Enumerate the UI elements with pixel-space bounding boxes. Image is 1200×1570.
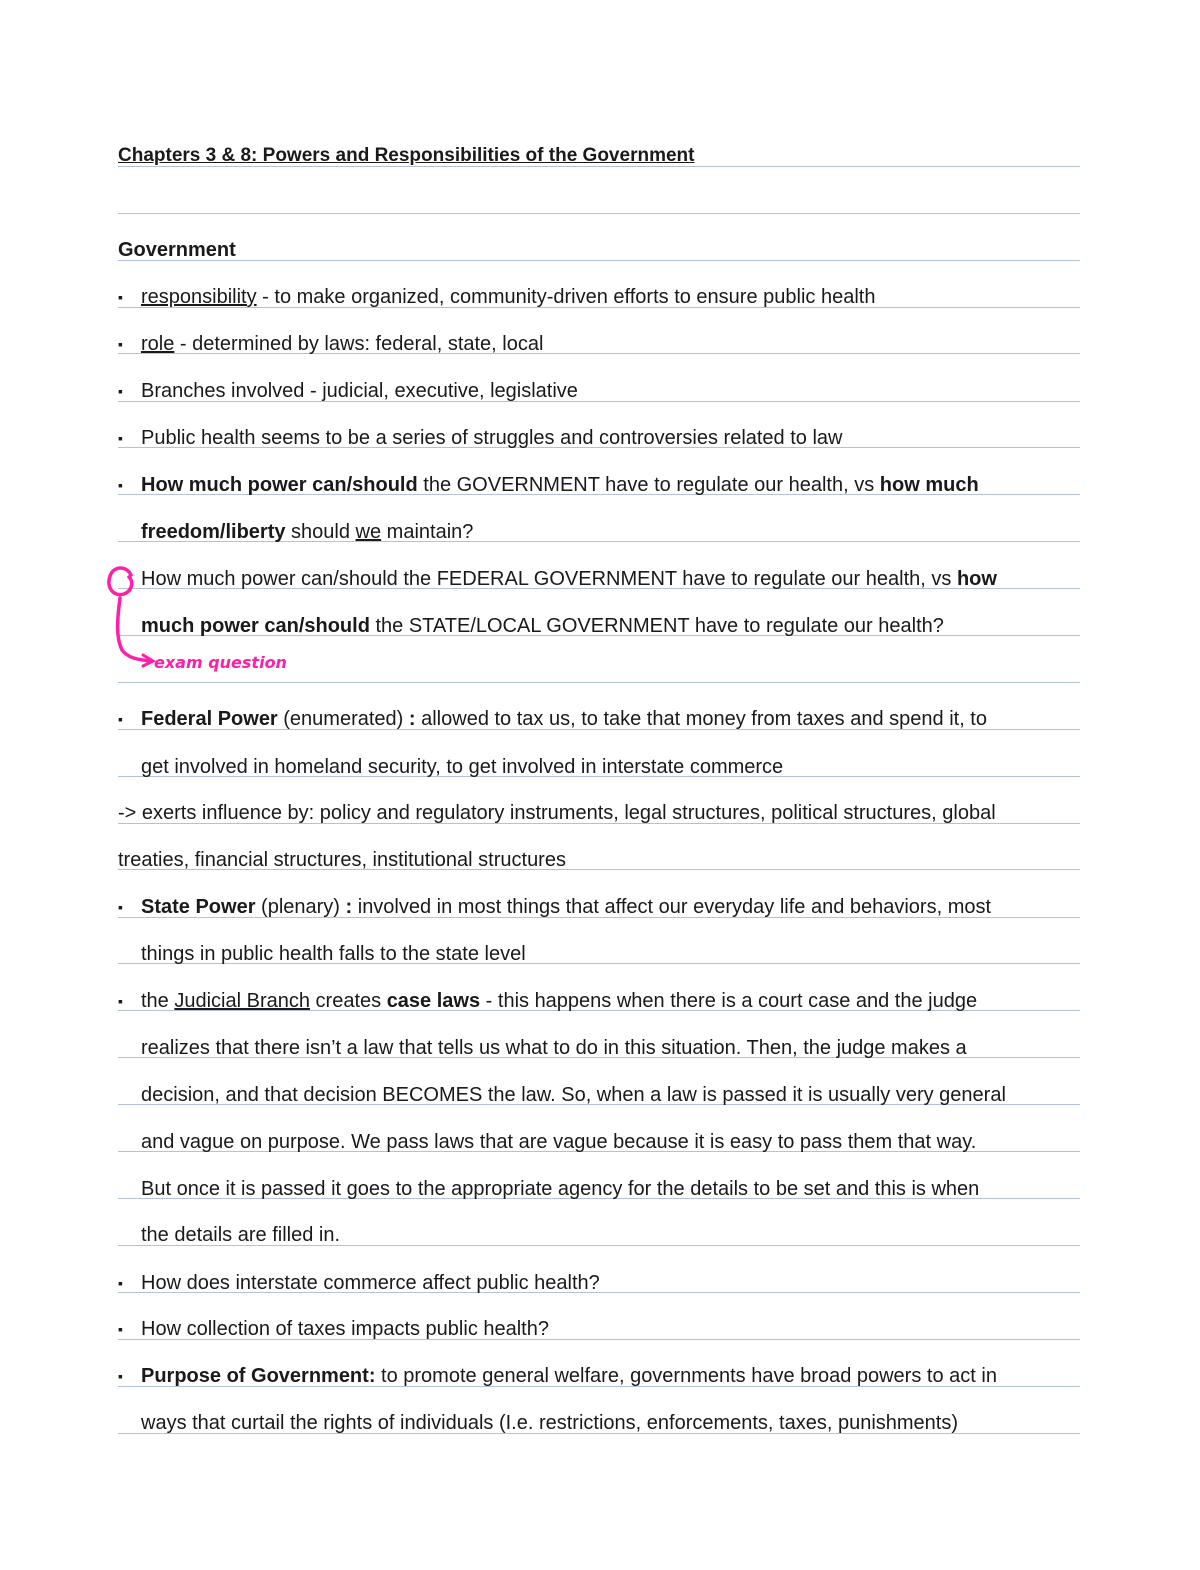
handwritten-annotation <box>0 0 300 690</box>
paragraph-text: treaties, financial structures, institutional structures <box>118 849 566 871</box>
list-item-text: Branches involved - judicial, executive, legislative <box>141 380 578 402</box>
bullet-marker: ▪ <box>118 899 123 915</box>
text-run: creates <box>309 990 387 1012</box>
list-item-continuation <box>118 1033 1080 1063</box>
list-item-text <box>141 892 991 922</box>
list-item <box>118 1361 1080 1391</box>
list-item-text: decision, and that decision BECOMES the law. So, when a law is passed it is usually very general <box>141 1084 1006 1106</box>
list-item-text: Public health seems to be a series of struggles and controversies related to law <box>141 427 843 449</box>
underlined-term: Judicial Branch <box>174 990 310 1012</box>
list-item-text: But once it is passed it goes to the appropriate agency for the details to be set and this is when <box>141 1178 980 1200</box>
bullet-marker: ▪ <box>118 993 123 1009</box>
list-item-continuation <box>118 752 1080 782</box>
bold-text: State Power <box>141 896 256 918</box>
list-item <box>118 1268 1080 1298</box>
list-item-text: and vague on purpose. We pass laws that are vague because it is easy to pass them that way. <box>141 1131 977 1153</box>
text-run: (enumerated) <box>277 708 409 730</box>
list-item <box>118 1314 1080 1344</box>
list-item-continuation <box>118 1127 1080 1157</box>
text-run: should <box>285 521 356 543</box>
text-run: the STATE/LOCAL GOVERNMENT have to regulate our health? <box>369 615 944 637</box>
pink-arrow-line <box>118 598 152 661</box>
pink-circle-mark <box>109 568 132 595</box>
bold-text: How much power can/should <box>141 474 418 496</box>
bold-text: how much <box>879 474 979 496</box>
underlined-term: responsibility <box>141 286 257 308</box>
text-run: - this happens when there is a court case and the judge <box>480 990 978 1012</box>
paragraph-text: -> exerts influence by: policy and regulatory instruments, legal structures, political structures, global <box>118 802 996 824</box>
bold-text: freedom/liberty <box>141 521 286 543</box>
bold-text: Federal Power <box>141 708 278 730</box>
bold-text: how <box>956 568 997 590</box>
bullet-marker: ▪ <box>118 1321 123 1337</box>
list-item-continuation <box>118 1408 1080 1438</box>
list-item <box>118 986 1080 1016</box>
list-item-text: ways that curtail the rights of individuals (I.e. restrictions, enforcements, taxes, punishments) <box>141 1412 959 1434</box>
section-heading: Government <box>118 239 236 261</box>
list-item <box>118 704 1080 734</box>
bullet-marker: ▪ <box>118 430 123 446</box>
list-item-text: get involved in homeland security, to get involved in interstate commerce <box>141 756 784 778</box>
list-item-text: realizes that there isn’t a law that tells us what to do in this situation. Then, the judge makes a <box>141 1037 967 1059</box>
list-item-text <box>141 1361 997 1391</box>
text-run: (plenary) <box>255 896 346 918</box>
bullet-marker: ▪ <box>118 383 123 399</box>
bold-text: : <box>345 896 353 918</box>
bold-text: much power can/should <box>141 615 370 637</box>
underlined-term: we <box>355 521 382 543</box>
underlined-term: role <box>141 333 175 355</box>
text-run: the <box>141 990 175 1012</box>
text-run: the GOVERNMENT have to regulate our health, vs <box>417 474 880 496</box>
bullet-marker: ▪ <box>118 1275 123 1291</box>
bold-text: case laws <box>386 990 481 1012</box>
text-run: How much power can/should the FEDERAL GOVERNMENT have to regulate our health, vs <box>141 568 957 590</box>
list-item-continuation <box>118 1220 1080 1250</box>
list-item-text <box>141 986 977 1016</box>
text-run: allowed to tax us, to take that money from taxes and spend it, to <box>415 708 987 730</box>
list-item-text: the details are filled in. <box>141 1224 341 1246</box>
page-title: Chapters 3 & 8: Powers and Responsibilities of the Government <box>118 145 695 166</box>
text-run: to promote general welfare, governments have broad powers to act in <box>375 1365 997 1387</box>
list-item-text: things in public health falls to the state level <box>141 943 526 965</box>
list-item-continuation <box>118 1080 1080 1110</box>
paragraph-line <box>118 798 1080 828</box>
bullet-marker: ▪ <box>118 711 123 727</box>
list-item-text <box>141 704 987 734</box>
paragraph-line <box>118 845 1080 875</box>
annotation-note: exam question <box>154 653 287 672</box>
bullet-marker: ▪ <box>118 1368 123 1384</box>
list-item-text: How does interstate commerce affect public health? <box>141 1272 600 1294</box>
bullet-marker: ▪ <box>118 477 123 493</box>
text-run: maintain? <box>381 521 474 543</box>
bullet-marker: ▪ <box>118 289 123 305</box>
bullet-marker: ▪ <box>118 336 123 352</box>
text-run: - determined by laws: federal, state, local <box>174 333 544 355</box>
list-item-text: How collection of taxes impacts public health? <box>141 1318 549 1340</box>
list-item <box>118 892 1080 922</box>
bold-text: Purpose of Government: <box>141 1365 376 1387</box>
text-run: - to make organized, community-driven efforts to ensure public health <box>256 286 876 308</box>
list-item-continuation <box>118 939 1080 969</box>
bold-text: : <box>408 708 416 730</box>
text-run: involved in most things that affect our everyday life and behaviors, most <box>352 896 992 918</box>
list-item-continuation <box>118 1174 1080 1204</box>
